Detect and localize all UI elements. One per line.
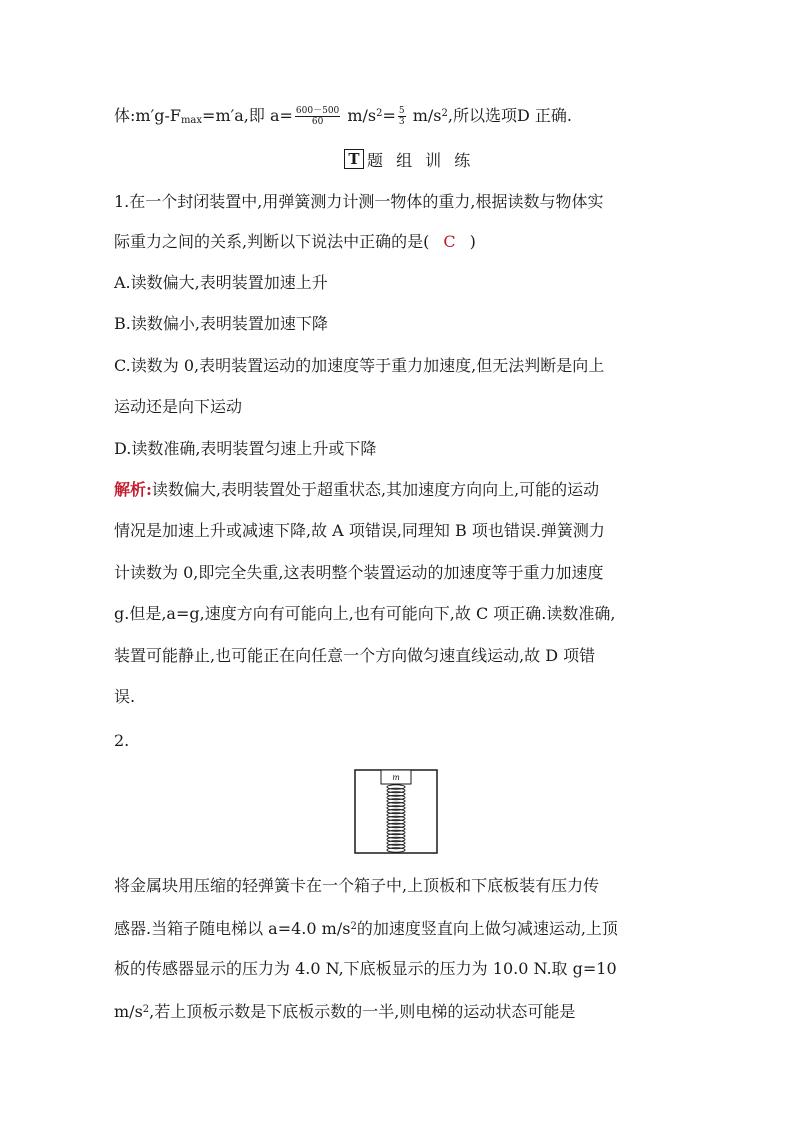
prev-solution-line: 体$:m'g-F_{max}=m'a$,即 a= $\frac{600-500}{60}$ $m/s^2=$ $\frac{5}{3}$ $m/s^2$,所以选项D 正确.: [114, 106, 572, 127]
q1-option-c-line2: 运动还是向下运动: [114, 397, 243, 416]
q1-option-b: B.读数偏小,表明装置加速下降: [114, 314, 328, 333]
q1-option-a: A.读数偏大,表明装置加速上升: [114, 273, 328, 292]
q1-stem-line1: 1.在一个封闭装置中,用弹簧测力计测一物体的重力,根据读数与物体实: [114, 192, 604, 211]
q1-option-c-line1: C.读数为 0,表明装置运动的加速度等于重力加速度,但无法判断是向上: [114, 356, 605, 375]
analysis-line1: 解析:读数偏大,表明装置处于超重状态,其加速度方向向上,可能的运动: [114, 480, 600, 499]
q1-stem-line2: 际重力之间的关系,判断以下说法中正确的是( C ): [114, 232, 476, 251]
fraction-1: $\frac{600-500}{60}$: [295, 106, 340, 127]
q2-number: 2.: [114, 731, 130, 750]
analysis-line2: 情况是加速上升或减速下降,故 A 项错误,同理知 B 项也错误.弹簧测力: [114, 521, 605, 540]
block-label: m: [392, 773, 400, 782]
t-badge-icon: T: [344, 149, 364, 169]
q1-option-d: D.读数准确,表明装置匀速上升或下降: [114, 439, 377, 458]
analysis-line3: 计读数为 0,即完全失重,这表明整个装置运动的加速度等于重力加速度: [114, 563, 604, 582]
analysis-line4: g.但是,a=g,速度方向有可能向上,也有可能向下,故 C 项正确.读数准确,: [114, 604, 616, 623]
analysis-line5: 装置可能静止,也可能正在向任意一个方向做匀速直线运动,故 D 项错: [114, 646, 596, 665]
q2-stem-line2: 感器.当箱子随电梯以 a=4.0 $m/s^2$的加速度竖直向上做匀减速运动,上顶: [114, 919, 618, 938]
analysis-line6: 误.: [114, 687, 136, 706]
section-title: 题 组 训 练: [367, 150, 475, 170]
q2-stem-line3: 板的传感器显示的压力为 4.0 N,下底板显示的压力为 10.0 N.取 g=10: [114, 959, 617, 978]
fraction-2: $\frac{5}{3}$: [398, 106, 405, 127]
spring-box-figure: [354, 769, 438, 854]
section-heading: [344, 148, 474, 170]
analysis-label: 解析:: [114, 480, 152, 499]
q2-stem-line1: 将金属块用压缩的轻弹簧卡在一个箱子中,上顶板和下底板装有压力传: [114, 876, 600, 895]
q1-answer: C: [443, 232, 456, 251]
q2-stem-line4: $m/s^2$,若上顶板示数是下底板示数的一半,则电梯的运动状态可能是: [114, 1002, 576, 1021]
